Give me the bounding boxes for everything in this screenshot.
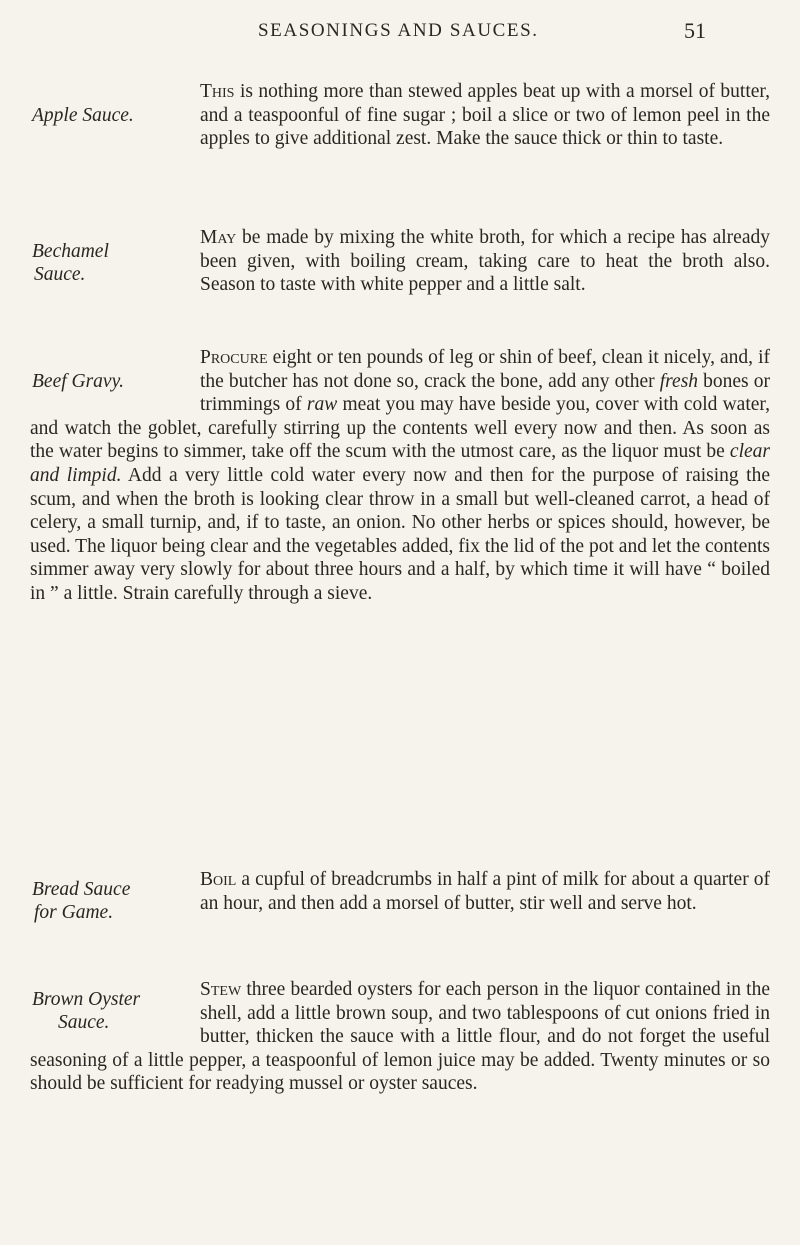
lead-word: Stew — [200, 979, 242, 1000]
page-header — [0, 16, 800, 50]
recipe-apple-sauce — [30, 80, 770, 200]
recipe-text-bechamel-sauce — [30, 226, 770, 297]
side-label-beef-gravy: Beef Gravy. — [32, 371, 125, 392]
running-head: SEASONINGS AND SAUCES. — [258, 20, 539, 41]
emphasis: raw — [306, 394, 338, 416]
margin-spacer — [30, 80, 200, 149]
recipe-bread-sauce — [30, 868, 770, 948]
recipe-bechamel-sauce — [30, 226, 770, 326]
recipe-body: be made by mixing the white broth, for which a recipe has already been given, with boiling cream, taking care to heat the broth also. Season to taste with white pepper and a little salt. — [200, 227, 770, 296]
margin-spacer — [30, 346, 200, 415]
emphasis: clear and limpid. — [30, 441, 770, 486]
recipe-body: is nothing more than stewed apples beat up with a morsel of butter, and a teaspoonful of fine sugar ; boil a slice or two of lemon peel in the apples to give additional zest. Make the sauce thick or thin to taste. — [200, 81, 770, 150]
recipe-body: a cupful of breadcrumbs in half a pint of milk for about a quarter of an hour, and then add a morsel of butter, stir well and serve hot. — [200, 869, 770, 914]
margin-spacer — [30, 868, 200, 937]
side-label-bechamel-sauce: Bechamel Sauce. — [32, 241, 109, 285]
recipe-brown-oyster-sauce — [30, 978, 770, 1178]
recipe-text-bread-sauce — [30, 868, 770, 937]
lead-word: May — [200, 227, 237, 248]
margin-spacer — [30, 978, 200, 1047]
side-label-brown-oyster-sauce: Brown Oyster Sauce. — [32, 989, 141, 1033]
lead-word: Procure — [200, 347, 268, 368]
side-label-bread-sauce: Bread Sauce for Game. — [32, 879, 131, 923]
lead-word: This — [200, 81, 235, 102]
lead-word: Boil — [200, 869, 237, 890]
recipe-text-brown-oyster-sauce — [30, 978, 770, 1096]
recipe-text-apple-sauce — [30, 80, 770, 151]
recipe-body: three bearded oysters for each person in the liquor contained in the shell, add a little brown soup, and two tablespoons of cut onions fried in butter, thicken the sauce with a little flour, and do not forget the useful seasoning of a little pepper, a teaspoonful of lemon juice may be added. Twenty minutes or so should be sufficient for readying mussel or oyster sauces. — [30, 979, 770, 1095]
emphasis: fresh — [659, 370, 699, 392]
recipe-beef-gravy — [30, 346, 770, 826]
page-number: 51 — [684, 18, 706, 43]
recipe-text-beef-gravy: Procure eight or ten pounds of leg or shin of beef, clean it nicely, and, if the butcher has not done so, crack the bone, add any other fresh bones or trimmings of raw meat you may have beside you, cover with cold water, and watch the goblet, carefully stirring up the contents well every now and then. As soon as the water begins to simmer, take off the scum with the utmost care, as the liquor must be clear and limpid. Add a very little cold water every now and then for the purpose of raising the scum, and when the broth is looking clear throw in a small but well-cleaned carrot, a head of celery, a small turnip, and, if to taste, an onion. No other herbs or spices should, however, be used. The liquor being clear and the vegetables added, fix the lid of the pot and let the contents simmer away very slowly for about three hours and a half, by which time it will have “ boiled in ” a little. Strain carefully through a sieve. — [30, 347, 770, 604]
margin-spacer — [30, 226, 200, 295]
side-label-apple-sauce: Apple Sauce. — [32, 105, 134, 126]
